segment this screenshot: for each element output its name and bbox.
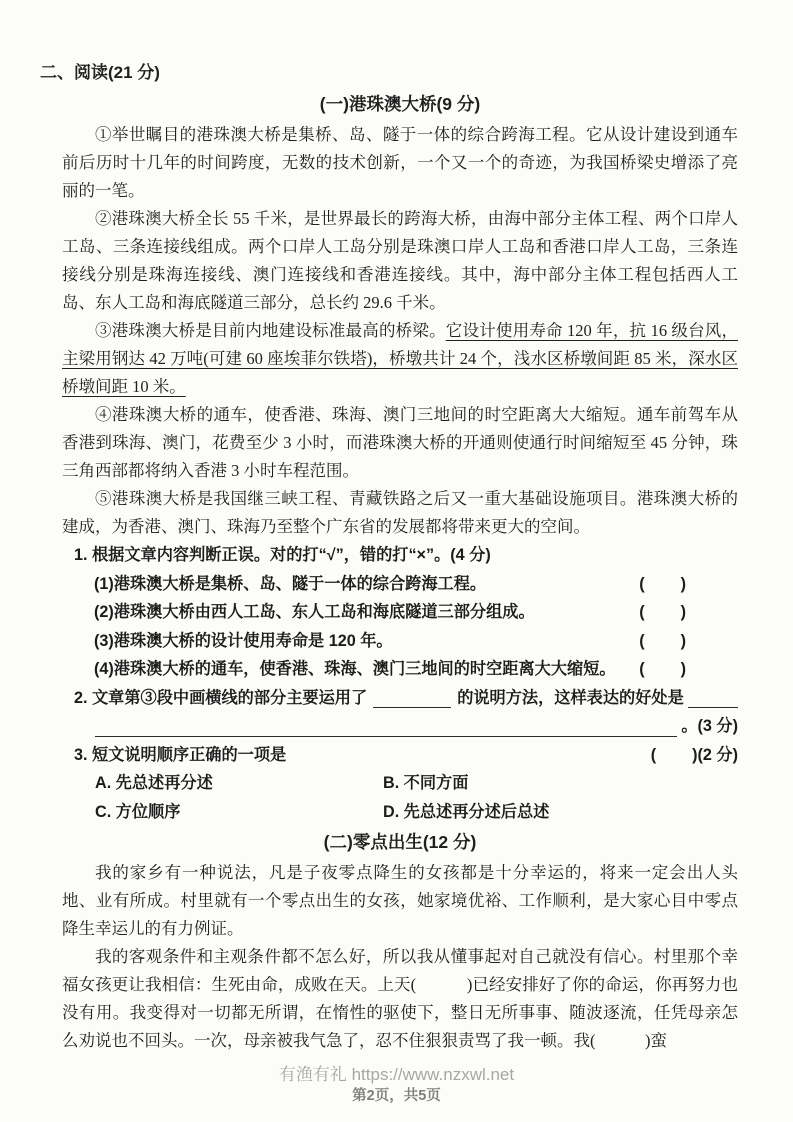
passage1-paragraph-3 [62,317,738,401]
footer-site-text: 有渔有礼 https://www.nzxwl.net [278,1065,515,1084]
question2-text-part1: 2. 文章第③段中画横线的部分主要运用了 [74,688,368,707]
question3-option-b: B. 不同方面 [383,774,469,792]
question2-score-tail: 。(3 分) [681,717,738,735]
question1-item-4-answer-bracket: ( ) [639,660,686,678]
question1-item-3 [94,627,738,656]
question1-item-1-answer-bracket: ( ) [639,574,686,593]
question1-stem: 1. 根据文章内容判断正误。对的打“√”，错的打“×”。(4 分) [74,546,491,564]
section-heading: 二、阅读(21 分) [40,63,160,82]
question1-item-3-answer-bracket: ( ) [639,631,686,650]
passage1-paragraph-3-underlined-segment: 它设计使用寿命 120 年，抗 16 级台风，主梁用钢达 42 万吨(可建 60 座埃菲尔铁塔)，桥墩共计 24 个，浅水区桥墩间距 85 米，深水区桥墩间距 10 米。 [62,321,739,396]
passage1-paragraph-2: ②港珠澳大桥全长 55 千米，是世界最长的跨海大桥，由海中部分主体工程、两个口岸人工岛、三条连接线组成。两个口岸人工岛分别是珠澳口岸人工岛和香港口岸人工岛，三条连接线分别是珠海连接线、澳门连接线和香港连接线。其中，海中部分主体工程包括西人工岛、东人工岛和海底隧道三部分，总长约 29.6 千米。 [62,209,738,312]
exam-content [40,58,739,1055]
question2-text-part2: 的说明方法，这样表达的好处是 [457,688,684,707]
passage1-paragraph-1: ①举世瞩目的港珠澳大桥是集桥、岛、隧于一体的综合跨海工程。它从设计建设到通车前后历时十几年的时间跨度，无数的技术创新，一个又一个的奇迹，为我国桥梁史增添了亮丽的一笔。 [62,125,738,200]
question1-item-2-answer-bracket: ( ) [639,603,686,621]
passage1-paragraph-3-plain: ③港珠澳大桥是目前内地建设标准最高的桥梁。 [95,321,446,340]
question1-item-4 [94,655,738,684]
question3-stem: 3. 短文说明顺序正确的一项是 [74,745,287,764]
passage1-title: (一)港珠澳大桥(9 分) [319,94,481,114]
question3-stem-row [74,741,738,770]
question1-item-1-text: (1)港珠澳大桥是集桥、岛、隧于一体的综合跨海工程。 [94,574,487,593]
passage2-paragraph-1: 我的家乡有一种说法，凡是子夜零点降生的女孩都是十分幸运的，将来一定会出人头地、业有所成。村里就有一个零点出生的女孩，她家境优裕、工作顺利，是大家心目中零点降生幸运儿的有力例证。 [62,863,738,938]
passage2-title: (二)零点出生(12 分) [323,832,477,852]
question3-option-c: C. 方位顺序 [95,802,181,821]
question3-option-a: A. 先总述再分述 [95,774,213,792]
question1-item-2-text: (2)港珠澳大桥由西人工岛、东人工岛和海底隧道三部分组成。 [94,603,535,621]
question2-answer-blank-1 [373,691,451,708]
passage1-paragraph-5: ⑤港珠澳大桥是我国继三峡工程、青藏铁路之后又一重大基础设施项目。港珠澳大桥的建成，为香港、澳门、珠海乃至整个广东省的发展都将带来更大的空间。 [62,489,738,536]
passage2-paragraph-2: 我的客观条件和主观条件都不怎么好，所以我从懂事起对自己就没有信心。村里那个幸福女孩更让我相信：生死由命，成败在天。上天( )已经安排好了你的命运，你再努力也没有用。我变得对一切都无所谓，在惰性的驱使下，整日无所事事、随波逐流，任凭母亲怎么劝说也不回头。一次，母亲被我气急了，忍不住狠狠责骂了我一顿。我( )蛮 [62,947,738,1050]
question3-option-d: D. 先总述再分述后总述 [383,802,550,821]
page-footer [0,1064,793,1106]
question2-answer-blank-2 [688,691,738,708]
question3-answer-bracket: ( )(2 分) [650,745,738,764]
question1-item-1 [94,570,738,599]
question3-options-row-1 [95,769,738,798]
question2-line-1 [74,684,738,713]
footer-page-number: 第2页，共5页 [352,1088,441,1104]
question1-item-3-text: (3)港珠澳大桥的设计使用寿命是 120 年。 [94,631,393,650]
question2-line-2 [95,712,738,741]
question2-answer-blank-3 [95,719,677,736]
question3-options-row-2 [95,798,738,827]
passage1-paragraph-4: ④港珠澳大桥的通车，使香港、珠海、澳门三地间的时空距离大大缩短。通车前驾车从香港到珠海、澳门，花费至少 3 小时，而港珠澳大桥的开通则使通行时间缩短至 45 分钟，珠三角西部都将纳入香港 3 小时车程范围。 [62,405,738,480]
question1-item-4-text: (4)港珠澳大桥的通车，使香港、珠海、澳门三地间的时空距离大大缩短。 [94,660,616,678]
question1-item-2 [94,598,738,627]
